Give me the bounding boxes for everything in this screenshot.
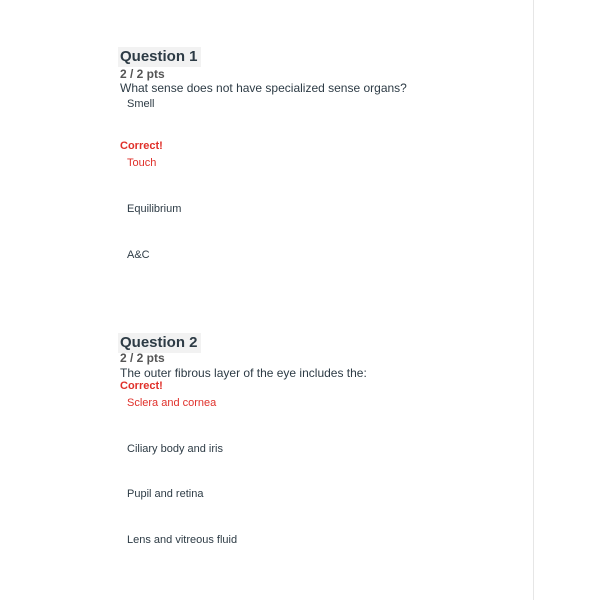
question-2-header (118, 333, 201, 353)
question-2-prompt: The outer fibrous layer of the eye includes the: (120, 366, 367, 380)
question-1-answer-1: Smell (127, 98, 155, 110)
question-1-answer-3: Equilibrium (127, 203, 182, 215)
question-2-correct-flag: Correct! (120, 380, 163, 392)
question-1-correct-flag: Correct! (120, 140, 163, 152)
page-divider (533, 0, 534, 600)
question-1-title: Question 1 (120, 48, 198, 65)
question-2-title: Question 2 (120, 334, 198, 351)
question-2-answer-3: Pupil and retina (127, 488, 204, 500)
question-2-answer-2: Ciliary body and iris (127, 443, 223, 455)
question-1-header (118, 47, 201, 67)
question-1-points: 2 / 2 pts (120, 67, 165, 81)
question-2-points: 2 / 2 pts (120, 351, 165, 365)
question-2-answer-1: Sclera and cornea (127, 397, 217, 409)
question-1-answer-4: A&C (127, 249, 150, 261)
question-1-prompt: What sense does not have specialized sense organs? (120, 81, 407, 95)
question-2-answer-4: Lens and vitreous fluid (127, 534, 238, 546)
question-1-answer-2: Touch (127, 157, 157, 169)
